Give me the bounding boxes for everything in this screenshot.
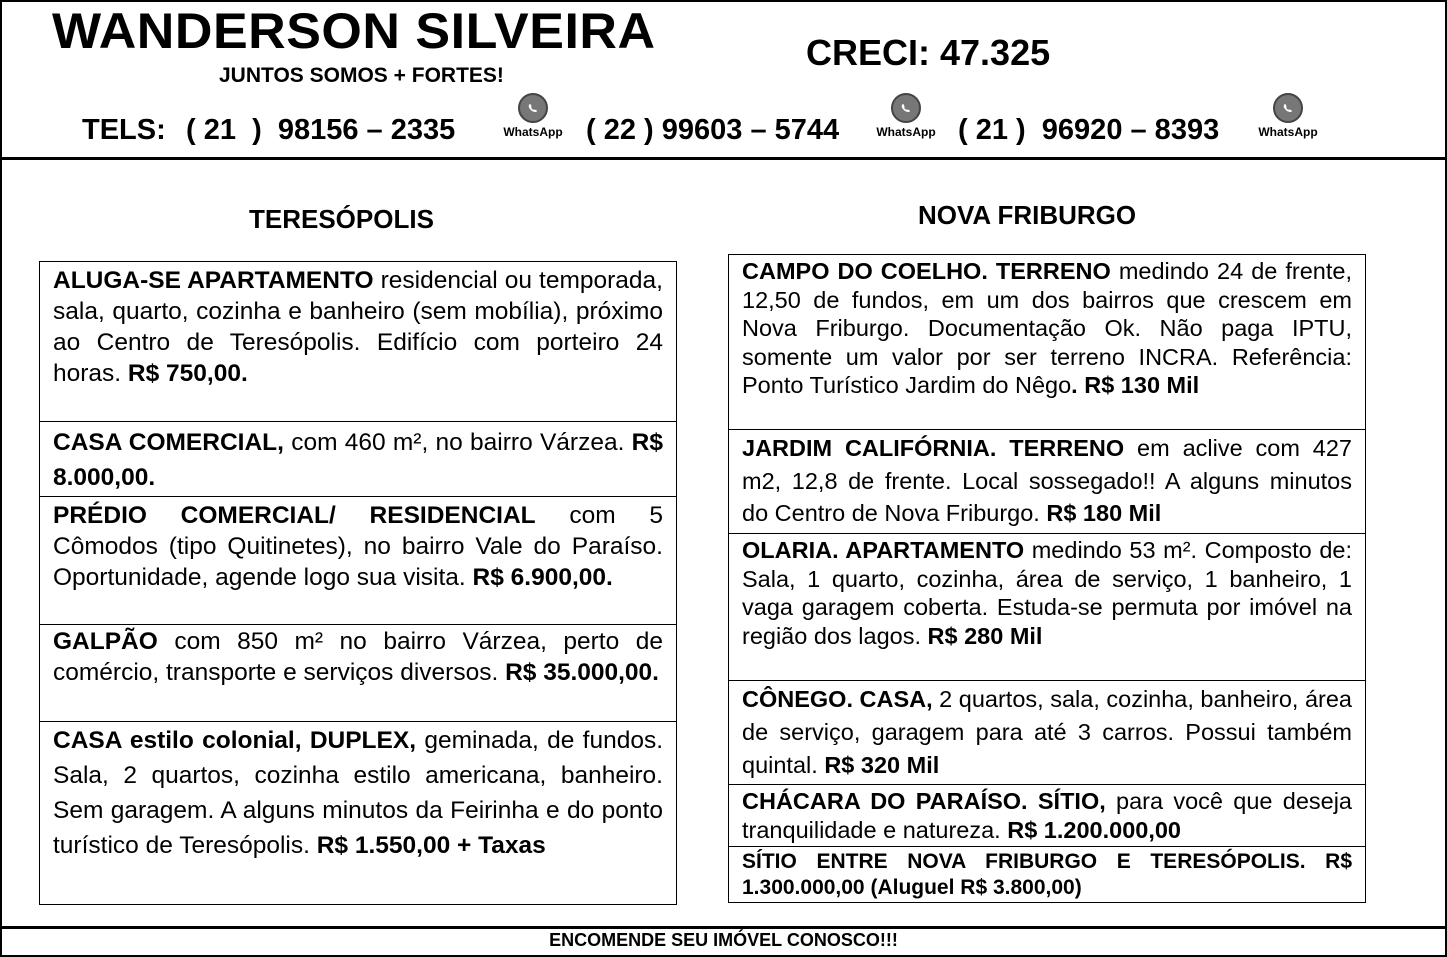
phone-1[interactable]: ( 21 ) 98156 – 2335 [186, 114, 456, 146]
city-title-teresopolis: TERESÓPOLIS [249, 204, 434, 234]
listing: CHÁCARA DO PARAÍSO. SÍTIO, para você que deseja tranquilidade e natureza. R$ 1.200.000,00 [729, 785, 1365, 847]
city-title-nova-friburgo: NOVA FRIBURGO [918, 200, 1137, 230]
listing: JARDIM CALIFÓRNIA. TERRENO em aclive com 427 m2, 12,8 de frente. Local sossegado!! A alguns minutos do Centro de Nova Friburgo. R$ 180 Mil [729, 430, 1365, 534]
creci-number: CRECI: 47.325 [806, 32, 1051, 73]
brand-name: WANDERSON SILVEIRA [52, 3, 656, 59]
listing: OLARIA. APARTAMENTO medindo 53 m². Composto de: Sala, 1 quarto, cozinha, área de serviço, 1 banheiro, 1 vaga garagem coberta. Estuda-se permuta por imóvel na região dos lagos. R$ 280 Mil [729, 534, 1365, 681]
listing: CAMPO DO COELHO. TERRENO medindo 24 de frente, 12,50 de fundos, em um dos bairros que crescem em Nova Friburgo. Documentação Ok. Não paga IPTU, somente um valor por ser terreno INCRA. Referência: Ponto Turístico Jardim do Nêgo. R$ 130 Mil [729, 255, 1365, 430]
listing: CASA estilo colonial, DUPLEX, geminada, de fundos. Sala, 2 quartos, cozinha estilo americana, banheiro. Sem garagem. A alguns minutos da Feirinha e do ponto turístico de Teresópolis. R$ 1.550,00 + Taxas [53, 727, 663, 859]
listing: SÍTIO ENTRE NOVA FRIBURGO E TERESÓPOLIS. R$ 1.300.000,00 (Aluguel R$ 3.800,00) [742, 850, 1352, 899]
teresopolis-listings [39, 261, 677, 905]
listing: PRÉDIO COMERCIAL/ RESIDENCIAL com 5 Cômodos (tipo Quitinetes), no bairro Vale do Paraíso. Oportunidade, agende logo sua visita. R$ 6.900,00. [40, 497, 676, 625]
phone-3[interactable]: ( 21 ) 96920 – 8393 [958, 114, 1220, 146]
whatsapp-badge-1[interactable] [501, 93, 565, 139]
whatsapp-badge-3[interactable] [1256, 93, 1320, 139]
footer-slogan: ENCOMENDE SEU IMÓVEL CONOSCO!!! [549, 930, 898, 950]
whatsapp-label: WhatsApp [876, 125, 936, 139]
whatsapp-icon [891, 93, 921, 123]
footer-divider [0, 926, 1447, 929]
slogan: JUNTOS SOMOS + FORTES! [219, 64, 504, 87]
nova-friburgo-listings [728, 254, 1366, 903]
listing: CASA COMERCIAL, com 460 m², no bairro Várzea. R$ 8.000,00. [40, 422, 676, 497]
whatsapp-icon [518, 93, 548, 123]
whatsapp-label: WhatsApp [503, 125, 563, 139]
tels-label: TELS: [82, 114, 166, 146]
listing: ALUGA-SE APARTAMENTO residencial ou temporada, sala, quarto, cozinha e banheiro (sem mobília), próximo ao Centro de Teresópolis. Edifício com porteiro 24 horas. R$ 750,00. [40, 262, 676, 422]
listing: GALPÃO com 850 m² no bairro Várzea, perto de comércio, transporte e serviços diversos. R$ 35.000,00. [40, 625, 676, 722]
whatsapp-label: WhatsApp [1258, 125, 1318, 139]
listing: CÔNEGO. CASA, 2 quartos, sala, cozinha, banheiro, área de serviço, garagem para até 3 carros. Possui também quintal. R$ 320 Mil [729, 681, 1365, 785]
whatsapp-badge-2[interactable] [874, 93, 938, 139]
header-divider [0, 157, 1447, 160]
whatsapp-icon [1273, 93, 1303, 123]
phone-2[interactable]: ( 22 ) 99603 – 5744 [586, 114, 840, 146]
